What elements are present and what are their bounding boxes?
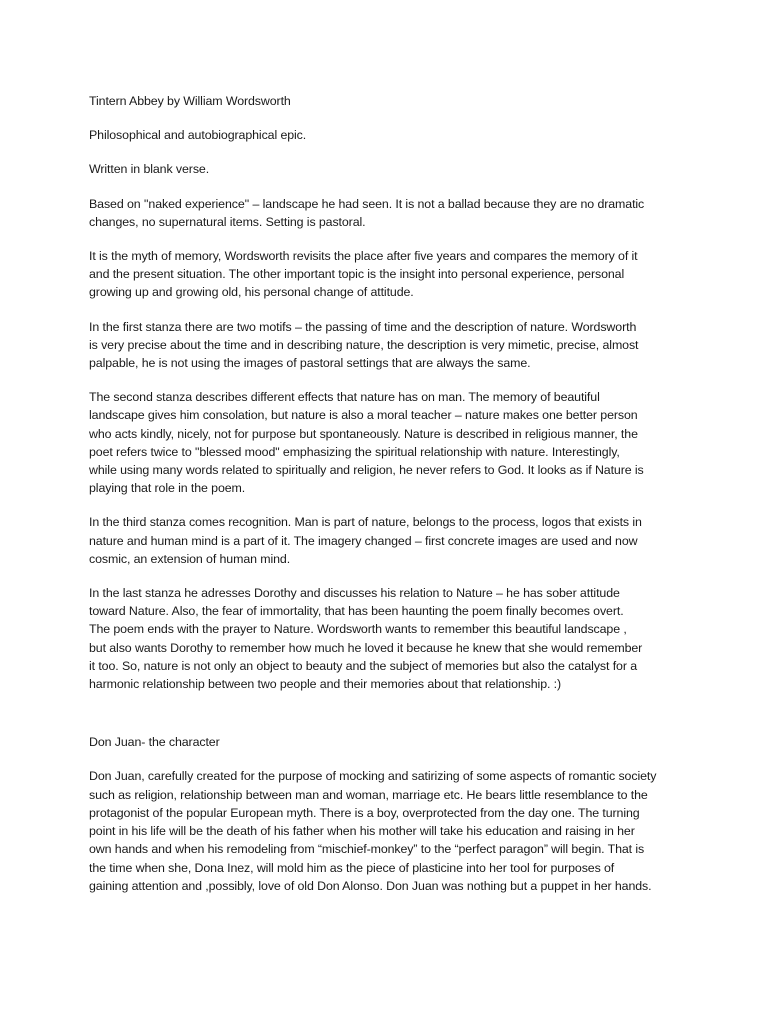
- document-title-tintern-abbey: Tintern Abbey by William Wordsworth: [89, 94, 291, 108]
- paragraph-last-stanza: In the last stanza he adresses Dorothy and discusses his relation to Nature – he has sober attitude toward Nature. Also, the fear of immortality, that has been haunting the poem finally becomes overt. The poem ends with the prayer to Nature. Wordsworth wants to remember this beautiful landscape , but also wants Dorothy to remember how much he loved it because he knew that she would remember it too. So, nature is not only an object to beauty and the subject of memories but also the catalyst for a harmonic relationship between two people and their memories about that relationship. :): [89, 586, 643, 692]
- document-body: [89, 92, 689, 911]
- paragraph-verse-form: Written in blank verse.: [89, 162, 210, 177]
- paragraph-myth-of-memory: It is the myth of memory, Wordsworth revisits the place after five years and compares the memory of it and the present situation. The other important topic is the insight into personal experience, personal growing up and growing old, his personal change of attitude.: [89, 249, 638, 300]
- paragraph-don-juan-character: Don Juan, carefully created for the purpose of mocking and satirizing of some aspects of romantic society such as religion, relationship between man and woman, marriage etc. He bears little resemblance to the protagonist of the popular European myth. There is a boy, overprotected from the day one. The turning point in his life will be the death of his father when his mother will take his education and raising in her own hands and when his remodeling from “mischief-monkey” to the “perfect paragon” will begin. That is the time when she, Dona Inez, will mold him as the piece of plasticine into her tool for purposes of gaining attention and ,possibly, love of old Don Alonso. Don Juan was nothing but a puppet in her hands.: [89, 769, 657, 893]
- paragraph-naked-experience: Based on ''naked experience'' – landscape he had seen. It is not a ballad because they are no dramatic changes, no supernatural items. Setting is pastoral.: [89, 196, 645, 229]
- paragraph-third-stanza: In the third stanza comes recognition. Man is part of nature, belongs to the process, logos that exists in nature and human mind is a part of it. The imagery changed – first concrete images are used and now cosmic, an extension of human mind.: [89, 515, 642, 566]
- paragraph-genre: Philosophical and autobiographical epic.: [89, 128, 307, 143]
- paragraph-first-stanza: In the first stanza there are two motifs – the passing of time and the description of nature. Wordsworth is very precise about the time and in describing nature, the description is very mimetic, precise, almost palpable, he is not using the images of pastoral settings that are always the same.: [89, 319, 639, 371]
- paragraph-second-stanza: The second stanza describes different effects that nature has on man. The memory of beautiful landscape gives him consolation, but nature is also a moral teacher – nature makes one better person who acts kindly, nicely, not for purpose but spontaneously. Nature is described in religious manner, the poet refers twice to "blessed mood" emphasizing the spiritual relationship with nature. Interestingly, while using many words related to spiritually and religion, he never refers to God. It looks as if Nature is playing that role in the poem.: [89, 390, 644, 496]
- section-title-don-juan: Don Juan- the character: [89, 735, 220, 750]
